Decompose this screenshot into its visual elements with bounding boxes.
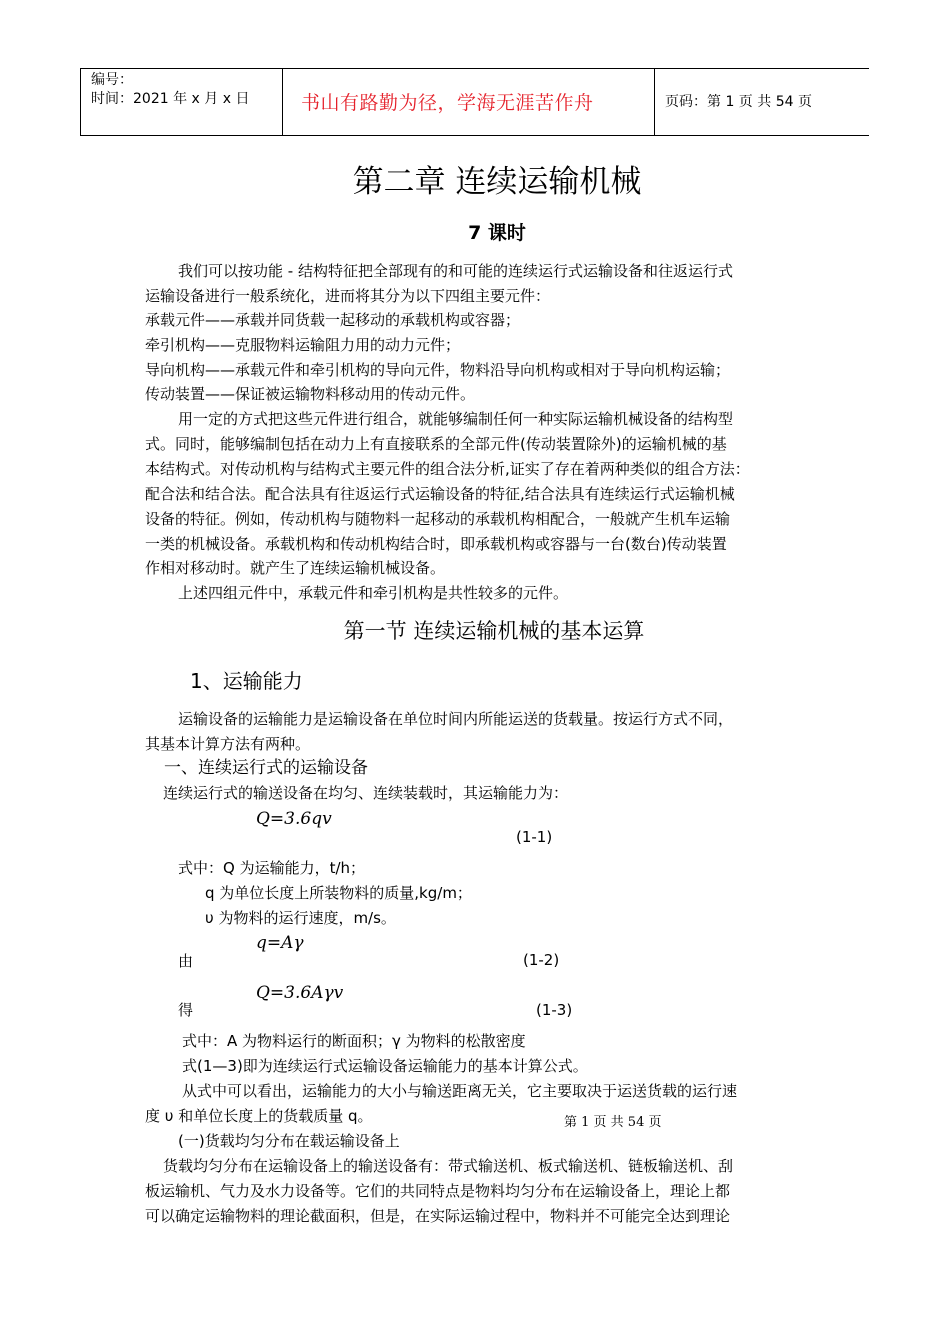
- subsection-title: 1、运输能力: [190, 669, 303, 693]
- intro-line: 导向机构——承载元件和牵引机构的导向元件，物料沿导向机构或相对于导向机构运输；: [145, 361, 731, 379]
- header-page-cell: [655, 69, 869, 135]
- class-hours: [0, 220, 950, 246]
- header-table: [80, 68, 869, 136]
- intro-line: 我们可以按功能 - 结构特征把全部现有的和可能的连续运行式运输设备和往返运行式: [178, 262, 733, 280]
- intro-line: 设备的特征。例如，传动机构与随物料一起移动的承载机构相配合，一般就产生机车运输: [145, 510, 731, 528]
- capacity-line: 运输设备的运输能力是运输设备在单位时间内所能运送的货载量。按运行方式不同，: [178, 710, 734, 728]
- date-label: 时间：2021 年 x 月 x 日: [91, 91, 250, 107]
- number-label: 编号：: [91, 72, 133, 88]
- where-line: 度 υ 和单位长度上的货载质量 q。: [145, 1107, 373, 1125]
- capacity-line: 其基本计算方法有两种。: [145, 735, 311, 753]
- equation-1-3-prefix: 得: [178, 1001, 194, 1019]
- intro-line: 作相对移动时。就产生了连续运输机械设备。: [145, 559, 446, 577]
- uniform-line: 可以确定运输物料的理论截面积，但是，在实际运输过程中，物料并不可能完全达到理论: [145, 1207, 731, 1225]
- page-info: 页码：第 1 页 共 54 页: [665, 94, 812, 110]
- uniform-heading: (一)货载均匀分布在载运输设备上: [178, 1132, 400, 1150]
- equation-1-2-number: (1-2): [523, 951, 560, 969]
- where-line: q 为单位长度上所装物料的质量,kg/m；: [205, 884, 472, 902]
- section-title: 第一节 连续运输机械的基本运算: [343, 619, 645, 643]
- intro-line: 传动装置——保证被运输物料移动用的传动元件。: [145, 385, 476, 403]
- motto: 书山有路勤为径，学海无涯苦作舟: [301, 92, 594, 114]
- chapter-title: 第二章 连续运输机械: [352, 164, 642, 200]
- equation-1-2: q=Aγ: [256, 933, 304, 953]
- equation-1-2-prefix: 由: [178, 952, 194, 970]
- intro-line: 上述四组元件中，承载元件和牵引机构是共性较多的元件。: [178, 584, 569, 602]
- intro-line: 一类的机械设备。承载机构和传动机构结合时，即承载机构或容器与一台(数台)传动装置: [145, 535, 727, 553]
- equation-1-1: Q=3.6qv: [256, 809, 332, 829]
- where-line: υ 为物料的运行速度，m/s。: [205, 909, 396, 927]
- where-line: 式(1—3)即为连续运行式运输设备运输能力的基本计算公式。: [182, 1057, 588, 1075]
- equation-1-3-number: (1-3): [536, 1001, 573, 1019]
- header-motto-cell: [283, 69, 655, 135]
- equation-1-3: Q=3.6Aγv: [256, 983, 344, 1003]
- where-line: 从式中可以看出，运输能力的大小与输送距离无关，它主要取决于运送货载的运行速: [182, 1082, 738, 1100]
- equation-1-1-number: (1-1): [516, 828, 553, 846]
- intro-line: 用一定的方式把这些元件进行组合，就能够编制任何一种实际运输机械设备的结构型: [178, 410, 734, 428]
- intro-line: 承载元件——承载并同货载一起移动的承载机构或容器；: [145, 311, 521, 329]
- intro-line: 配合法和结合法。配合法具有往返运行式运输设备的特征,结合法具有连续运行式运输机械: [145, 485, 735, 503]
- heading-continuous: 一、连续运行式的运输设备: [164, 758, 368, 778]
- intro-line: 牵引机构——克服物料运输阻力用的动力元件；: [145, 336, 461, 354]
- intro-line: 式。同时，能够编制包括在动力上有直接联系的全部元件(传动装置除外)的运输机械的基: [145, 435, 727, 453]
- intro-line: 运输设备进行一般系统化，进而将其分为以下四组主要元件：: [145, 287, 551, 305]
- continuous-intro: 连续运行式的输送设备在均匀、连续装载时，其运输能力为：: [163, 784, 569, 802]
- class-hours-text: 7 课时: [468, 222, 526, 244]
- uniform-line: 板运输机、气力及水力设备等。它们的共同特点是物料均匀分布在运输设备上，理论上都: [145, 1182, 731, 1200]
- where-line: 式中：Q 为运输能力，t/h；: [178, 859, 366, 877]
- header-meta-cell: [81, 69, 283, 135]
- intro-line: 本结构式。对传动机构与结构式主要元件的组合法分析,证实了存在着两种类似的组合方法：: [145, 460, 750, 478]
- footer-page-number: 第 1 页 共 54 页: [564, 1115, 662, 1130]
- where-line: 式中：A 为物料运行的断面积；γ 为物料的松散密度: [182, 1032, 526, 1050]
- uniform-line: 货载均匀分布在运输设备上的输送设备有：带式输送机、板式输送机、链板输送机、刮: [163, 1157, 734, 1175]
